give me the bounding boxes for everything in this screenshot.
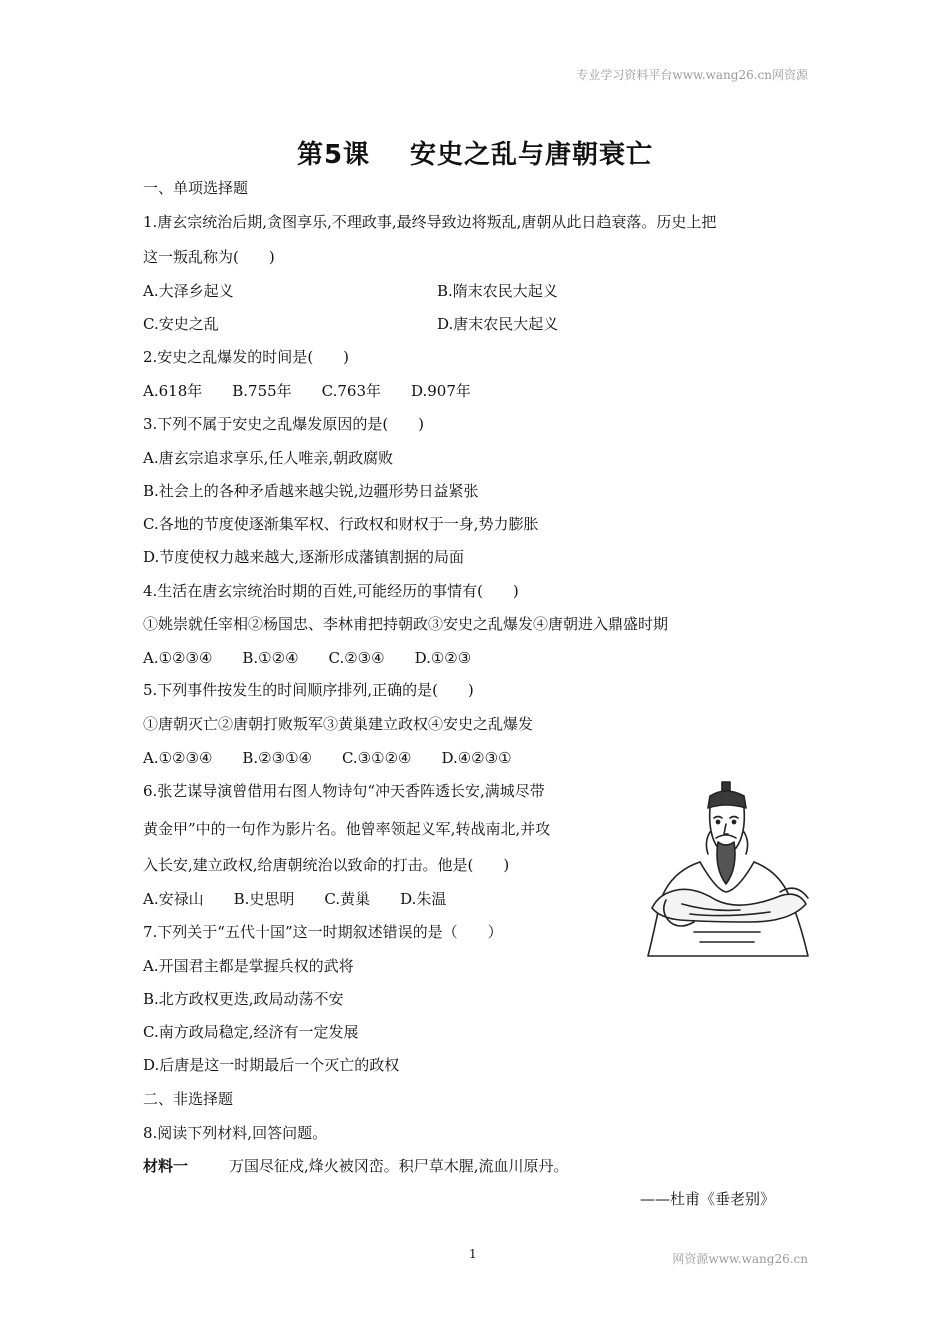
q1-stem-line2: 这一叛乱称为( ): [143, 248, 275, 266]
q1-stem-line1: 1.唐玄宗统治后期,贪图享乐,不理政事,最终导致边将叛乱,唐朝从此日趋衰落。历史上把: [143, 213, 717, 231]
scholar-portrait-icon: [630, 772, 826, 960]
q5-options: A.①②③④ B.②③①④ C.③①②④ D.④②③①: [143, 749, 512, 767]
q7-option-c: C.南方政局稳定,经济有一定发展: [143, 1023, 359, 1041]
q6-stem-line2: 黄金甲”中的一句作为影片名。他曾率领起义军,转战南北,并攻: [143, 820, 551, 838]
q3-option-a: A.唐玄宗追求享乐,任人唯亲,朝政腐败: [143, 449, 394, 467]
q7-option-d: D.后唐是这一时期最后一个灭亡的政权: [143, 1056, 400, 1074]
q3-option-b: B.社会上的各种矛盾越来越尖锐,边疆形势日益紧张: [143, 482, 479, 500]
q1-option-a: A.大泽乡起义: [143, 282, 234, 300]
q1-option-d: D.唐末农民大起义: [437, 315, 559, 333]
q8-stem: 8.阅读下列材料,回答问题。: [143, 1124, 328, 1142]
q6-stem-line3: 入长安,建立政权,给唐朝统治以致命的打击。他是( ): [143, 856, 510, 874]
q6-stem-line1: 6.张艺谋导演曾借用右图人物诗句“冲天香阵透长安,满城尽带: [143, 782, 545, 800]
q4-items: ①姚崇就任宰相②杨国忠、李林甫把持朝政③安史之乱爆发④唐朝进入鼎盛时期: [143, 615, 669, 633]
q2-stem: 2.安史之乱爆发的时间是( ): [143, 348, 350, 366]
q1-option-c: C.安史之乱: [143, 315, 219, 333]
q4-options: A.①②③④ B.①②④ C.②③④ D.①②③: [143, 649, 472, 667]
page-title: [0, 134, 950, 171]
header-watermark: 专业学习资料平台www.wang26.cn网资源: [576, 68, 808, 82]
q2-options: A.618年 B.755年 C.763年 D.907年: [143, 382, 471, 400]
footer-watermark: 网资源www.wang26.cn: [672, 1252, 808, 1266]
section-heading-nonchoice: 二、非选择题: [143, 1090, 234, 1108]
q7-option-b: B.北方政权更迭,政局动荡不安: [143, 990, 344, 1008]
q5-items: ①唐朝灭亡②唐朝打败叛军③黄巢建立政权④安史之乱爆发: [143, 715, 534, 733]
q7-option-a: A.开国君主都是掌握兵权的武将: [143, 957, 354, 975]
material1-source: ——杜甫《垂老别》: [639, 1190, 775, 1208]
section-heading-choice: 一、单项选择题: [143, 179, 249, 197]
page-number: 1: [469, 1247, 477, 1261]
material1-text: 万国尽征戍,烽火被冈峦。积尸草木腥,流血川原丹。: [229, 1157, 569, 1175]
lesson-name: 安史之乱与唐朝衰亡: [410, 140, 654, 170]
material1-label: 材料一: [143, 1157, 189, 1175]
lesson-number: 第5课: [296, 140, 371, 170]
q3-option-d: D.节度使权力越来越大,逐渐形成藩镇割据的局面: [143, 548, 465, 566]
q7-stem: 7.下列关于“五代十国”这一时期叙述错误的是（ ）: [143, 923, 503, 941]
q5-stem: 5.下列事件按发生的时间顺序排列,正确的是( ): [143, 681, 474, 699]
q4-stem: 4.生活在唐玄宗统治时期的百姓,可能经历的事情有( ): [143, 582, 519, 600]
q1-option-b: B.隋末农民大起义: [437, 282, 558, 300]
q3-option-c: C.各地的节度使逐渐集军权、行政权和财权于一身,势力膨胀: [143, 515, 539, 533]
q6-options: A.安禄山 B.史思明 C.黄巢 D.朱温: [143, 890, 447, 908]
q3-stem: 3.下列不属于安史之乱爆发原因的是( ): [143, 415, 425, 433]
